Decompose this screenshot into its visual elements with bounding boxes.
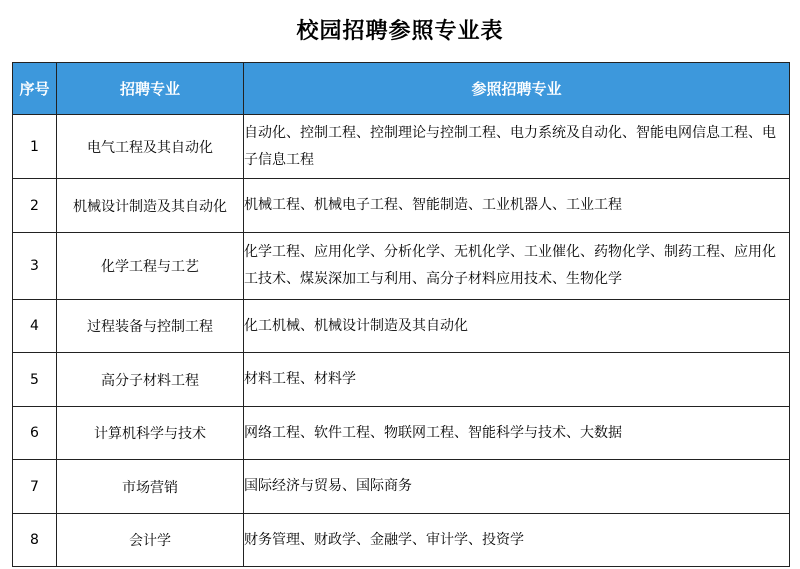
table-row <box>13 514 790 567</box>
header-index: 序号 <box>13 63 57 115</box>
row-reference-majors: 财务管理、财政学、金融学、审计学、投资学 <box>244 514 790 567</box>
row-major: 过程装备与控制工程 <box>57 300 244 353</box>
table-row <box>13 300 790 353</box>
reference-major-table <box>12 62 790 567</box>
header-major: 招聘专业 <box>57 63 244 115</box>
row-major: 化学工程与工艺 <box>57 233 244 300</box>
row-index: 1 <box>13 115 57 179</box>
row-reference-majors: 化学工程、应用化学、分析化学、无机化学、工业催化、药物化学、制药工程、应用化工技术、煤炭深加工与利用、高分子材料应用技术、生物化学 <box>244 233 790 300</box>
table-row <box>13 179 790 233</box>
row-major: 电气工程及其自动化 <box>57 115 244 179</box>
row-major: 机械设计制造及其自动化 <box>57 179 244 233</box>
row-reference-majors: 材料工程、材料学 <box>244 353 790 407</box>
row-major: 计算机科学与技术 <box>57 407 244 460</box>
row-reference-majors: 国际经济与贸易、国际商务 <box>244 460 790 514</box>
row-reference-majors: 网络工程、软件工程、物联网工程、智能科学与技术、大数据 <box>244 407 790 460</box>
row-index: 3 <box>13 233 57 300</box>
header-reference: 参照招聘专业 <box>244 63 790 115</box>
table-row <box>13 460 790 514</box>
row-reference-majors: 机械工程、机械电子工程、智能制造、工业机器人、工业工程 <box>244 179 790 233</box>
table-row <box>13 353 790 407</box>
row-index: 4 <box>13 300 57 353</box>
row-reference-majors: 化工机械、机械设计制造及其自动化 <box>244 300 790 353</box>
table-row <box>13 233 790 300</box>
row-index: 8 <box>13 514 57 567</box>
table-row <box>13 407 790 460</box>
page-title: 校园招聘参照专业表 <box>296 19 504 44</box>
row-major: 市场营销 <box>57 460 244 514</box>
table-row <box>13 115 790 179</box>
row-index: 5 <box>13 353 57 407</box>
table-header-row <box>13 63 790 115</box>
row-index: 2 <box>13 179 57 233</box>
row-index: 6 <box>13 407 57 460</box>
row-index: 7 <box>13 460 57 514</box>
row-major: 会计学 <box>57 514 244 567</box>
row-major: 高分子材料工程 <box>57 353 244 407</box>
row-reference-majors: 自动化、控制工程、控制理论与控制工程、电力系统及自动化、智能电网信息工程、电子信息工程 <box>244 115 790 179</box>
